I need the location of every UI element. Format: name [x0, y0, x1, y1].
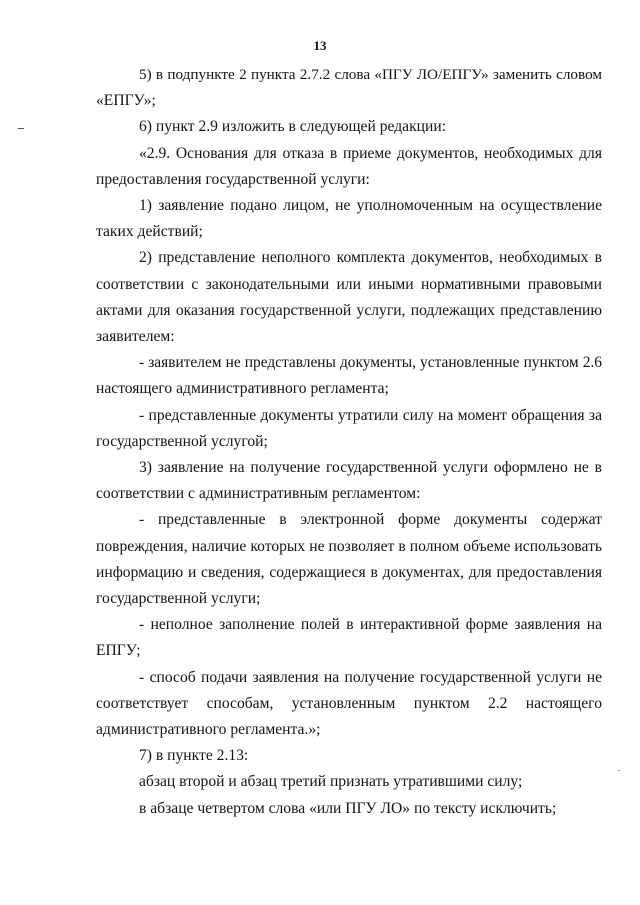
text-line: настоящего административного регламента;: [96, 380, 389, 398]
text-line: - способ подачи заявления на получение государственной услуги не: [139, 668, 602, 686]
text-line: таких действий;: [96, 223, 203, 241]
paragraph: [96, 245, 602, 350]
text-line: государственной услуги;: [96, 590, 261, 608]
text-line: государственной услугой;: [96, 432, 268, 450]
text-line: - представленные документы утратили силу на момент обращения за: [139, 406, 602, 424]
paragraph: [96, 796, 602, 822]
text-line: 7) в пункте 2.13:: [139, 747, 249, 765]
paragraph: [96, 769, 602, 795]
margin-mark-right: [618, 770, 620, 771]
text-line: - представленные в электронной форме документы содержат: [139, 511, 602, 529]
text-line: 6) пункт 2.9 изложить в следующей редакции:: [139, 118, 447, 136]
paragraph: [96, 665, 602, 744]
text-line: административного регламента.»;: [96, 721, 321, 739]
text-line: повреждения, наличие которых не позволяет в полном объеме использовать: [96, 537, 602, 555]
text-line: - неполное заполнение полей в интерактивной форме заявления на: [139, 616, 602, 634]
paragraph: [96, 455, 602, 507]
document-body: [96, 62, 602, 822]
text-line: соответствии с административным регламентом:: [96, 485, 421, 503]
text-line: информацию и сведения, содержащиеся в документах, для предоставления: [96, 563, 602, 581]
paragraph: [96, 743, 602, 769]
paragraph: [96, 141, 602, 193]
paragraph: [96, 403, 602, 455]
paragraph: [96, 612, 602, 664]
margin-mark: [18, 128, 24, 129]
paragraph: [96, 350, 602, 402]
paragraph: [96, 62, 602, 114]
text-line: соответствует способам, установленным пунктом 2.2 настоящего: [96, 694, 602, 712]
page-number: 13: [313, 38, 327, 53]
text-line: 2) представление неполного комплекта документов, необходимых в: [139, 249, 602, 267]
text-line: - заявителем не представлены документы, установленные пунктом 2.6: [139, 354, 602, 372]
text-line: «2.9. Основания для отказа в приеме документов, необходимых для: [139, 144, 602, 162]
paragraph: [96, 114, 602, 140]
paragraph: [96, 507, 602, 612]
text-line: 5) в подпункте 2 пункта 2.7.2 слова «ПГУ ЛО/ЕПГУ» заменить словом: [139, 66, 602, 83]
text-line: ЕПГУ;: [96, 642, 141, 660]
text-line: заявителем:: [96, 328, 175, 346]
text-line: актами для оказания государственной услуги, подлежащих представлению: [96, 301, 602, 319]
text-line: «ЕПГУ»;: [96, 92, 156, 110]
text-line: предоставления государственной услуги:: [96, 170, 370, 188]
paragraph: [96, 193, 602, 245]
text-line: соответствии с законодательными или иными нормативными правовыми: [96, 275, 602, 293]
text-line: 3) заявление на получение государственной услуги оформлено не в: [139, 459, 602, 477]
text-line: в абзаце четвертом слова «или ПГУ ЛО» по тексту исключить;: [139, 799, 557, 817]
text-line: абзац второй и абзац третий признать утратившими силу;: [139, 773, 523, 791]
text-line: 1) заявление подано лицом, не уполномоченным на осуществление: [139, 197, 602, 215]
